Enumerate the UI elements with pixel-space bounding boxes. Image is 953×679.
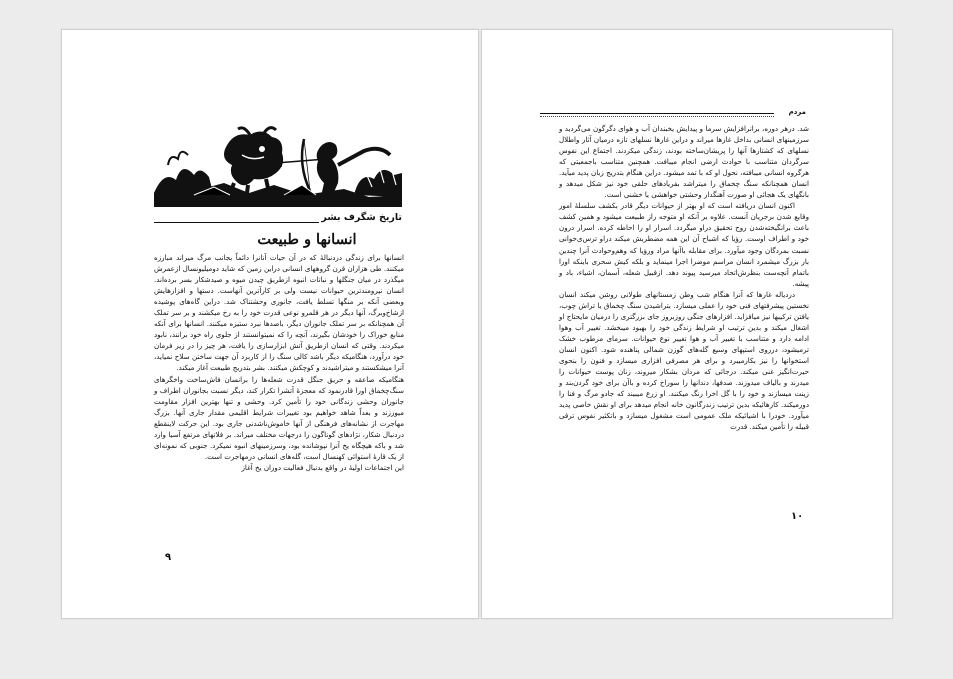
paragraph: این اجتماعات اولیهٔ در واقع بدنبال فعالیت دوران یخ آغاز bbox=[241, 462, 404, 472]
page-number: ۹ bbox=[165, 552, 172, 563]
series-title: تاریخ شگرف بشر bbox=[321, 212, 402, 223]
left-page bbox=[61, 29, 479, 619]
header-rule bbox=[154, 222, 319, 223]
paragraph: دردیاله غارها که آنرا هنگام شب وطن زمستانهای طولانی روشن میکند انسان نخستین پیشرفتهای فنی خود را عملی میسازد. بتراشیدن سنگ چخماق یا تراش چوب، یافتن ترکیبها نیز میافزاید. افزارهای جنگی روزبروز جای بزرگتری را درمیان مایحتاج او اشغال میکند و بدین ترتیب او شرایط زندگی خود را بهبود میبخشد. تغییر آب وهوا ادامه دارد و متناسب با تغییر آب و هوا تغییر نوع حیوانات. سرمای مرطوب خشک ترمیشود، درروی استپهای وسیع گله‌های گوزن شمالی پناهنده شود. اکنون انسان استخوانها را نیز بکارمیبرد و برای هر مصرفی افزاری میسازد و فنون را بنحوی حیرت‌انگیز غنی میکند. درجائی که مردان بشکار میروند، زنان پوست حیوانات را میدرند و بالیاف میدوزند. صدفها، دندانها را سوراخ کرده و باآن برای خود گردن‌بند و زینت میسازند و خود را با گل اخرا رنگ میکنند. او زرع میبیند که جادو مرگ و فنا را دورمیکند. کارهائیکه بدین ترتیب زندرگانون خانه انجام میدهد برای او نقش خاصی پدید میآورد. خودرا با اشیائیکه ملک عمومی است مشغول میسازد و باتکثیر نفوس ترقی قبیله را تأمین میکند. قدرت bbox=[559, 289, 809, 432]
left-body-text bbox=[154, 252, 404, 473]
paragraph: شد. درهر دوره، برانرافزایش سرما و پیدایش یخبندان آب و هوای دگرگون می‌گردید و سرزمینهای انسانی بداخل غارها میراند و دراین غارها نسلهای تازه درمیان آثار واطلال نسلهای که کشتارها آنها را پریشان‌ساخته بودند، زندگی میکردند. اجتماع این نفوس سرگردان متناسب با حوادث ارضی انجام میبافت. همچنین متناسب باجمعیتی که هرگروه انسانی میبافته، نحول او که با تمد میشود. دراین هنگام بتدریج زبان پدید میآید. انسان همچنانکه سنگ چخماق را میتراشد بفریادهای حلقی خود نیز شکل میدهد و بانگهای یک هجائی او صورت آهنگدار وحشتی خواهشی یا خشنی است. bbox=[559, 124, 809, 200]
paragraph: هنگامیکه صاعقه و حریق جنگل قدرت شعله‌ها را برانسان فاش‌ساخت واخگرهای سنگ‌چخماق اورا قادرنمود که معجزهٔ آتشرا تکرار کند، دیگر نسبت بجانوران اطراف و جانوران وحشی زندگانی خود را تأمین کرد. وحشی و تنها بهترین افزار مقاومت میورزند و بعداً شاهد خواهیم بود تغییرات شرایط اقلیمی مقدار جاری آنها. بزرگ مهاجرت از نشانه‌های فرهنگی از آنها خاموش‌ناشدنی جاری بود. این حرکت لاینقطع دردنبال شکار، نژادهای گوناگون را درجهات مختلف میراند. بر فلاتهای مرتفع آسیا وارد شد و باکه هیچگاه یخ آنرا نپوشانده بود، وسرزمینهای انبوه نمیکرد. جنوبی که نمونه‌ای از یک قارهٔ استوائی کهنسال است، گله‌های انسانی درمهاجرت است. bbox=[154, 374, 404, 461]
header-rule bbox=[540, 113, 774, 114]
right-body-text bbox=[559, 123, 809, 432]
running-header bbox=[540, 108, 806, 120]
running-title: مردم bbox=[788, 108, 806, 116]
paragraph: اکنون انسان دریافته است که او بهتر از حیوانات دیگر قادر بکشف سلسلهٔ امور وقایع شدن برجریان آنست. علاوه بر آنکه او متوجه راز طبیعت میشود و همین کشف باعث برانگیخته‌شدن روح تحقیق دراو میگردد. اسرار او را احاطه کرده. اسرار درون خود و اطراف اوست. رؤیا که اشباح آن این همه مضطربش میکند دراو ترس‌ی‌خوانی نسبت بمردگان وجود میآورد. برای مقابله باآنها مراد ورؤیا که وهم‌وحوادث آنرا چندین بار بزرگ میشمرد انسان مراسم موضرا اجرا مینماید و بلکه کیش سحری باینکه اورا باتمام آنچه‌ست بنظرش‌اتحاد میرسید پیوند دهد. ازقبیل شعله، آسمان، اشیاء، باد و پیشه. bbox=[559, 201, 809, 288]
header-dotted-rule bbox=[540, 116, 774, 117]
series-header bbox=[154, 212, 402, 228]
page-number: ۱۰ bbox=[791, 511, 804, 522]
article-title: انسانها و طبیعت bbox=[257, 231, 357, 248]
paragraph: انسانها برای زندگی دردنبالهٔ که در آن حیات آنانرا دائماً بجانب مرگ میراند مبارزه میکنند. طی هزاران قرن گروههای انسانی دراین زمین که شاید دومیلیونسال ازعمرش میگذرد در میان جنگلها و نباتات انبوه ازطریق چیدن میوه و صیدشکار بسر برده‌اند. انسان نیرومندترین حیوانات نیست ولی بر کارآترین آنهاست. دستها و افزارهایش وبعضی آنکه بر منگها تسلط یافت، جانوری وحشتناک شد. دراین گاه‌های پوشیده ازشاخ‌وبرگ، آنها دیگر در هر قلمرو نوعی قدرت خود را به رخ میکشند و بر سر تملک آن همچنانکه بر سر تملک جانوران دیگر، باصدها نبرد ستیزه میکنند. انسانها برای آنکه منابع خوراک را خودشان بگیرند، آنچه را که نمیتوانستند از جلوی راه خود برانند، نابود میکردند. وقتی که انسان ازطریق آتش ابزارسازی را یافت، هر چیز را در زیر فرمان خود درآورد، هنگامیکه دیگر باشد کالی سنگ را از کاربرد آن جهت ساختن سلاح نمیاید، آنرا میشکستند و میتراشیدند و کوچکش میکنند. بشر بتدریج طبیعت آغاز میکند. bbox=[154, 253, 404, 373]
right-page bbox=[481, 29, 893, 619]
archer-and-beast-illustration bbox=[154, 125, 402, 210]
